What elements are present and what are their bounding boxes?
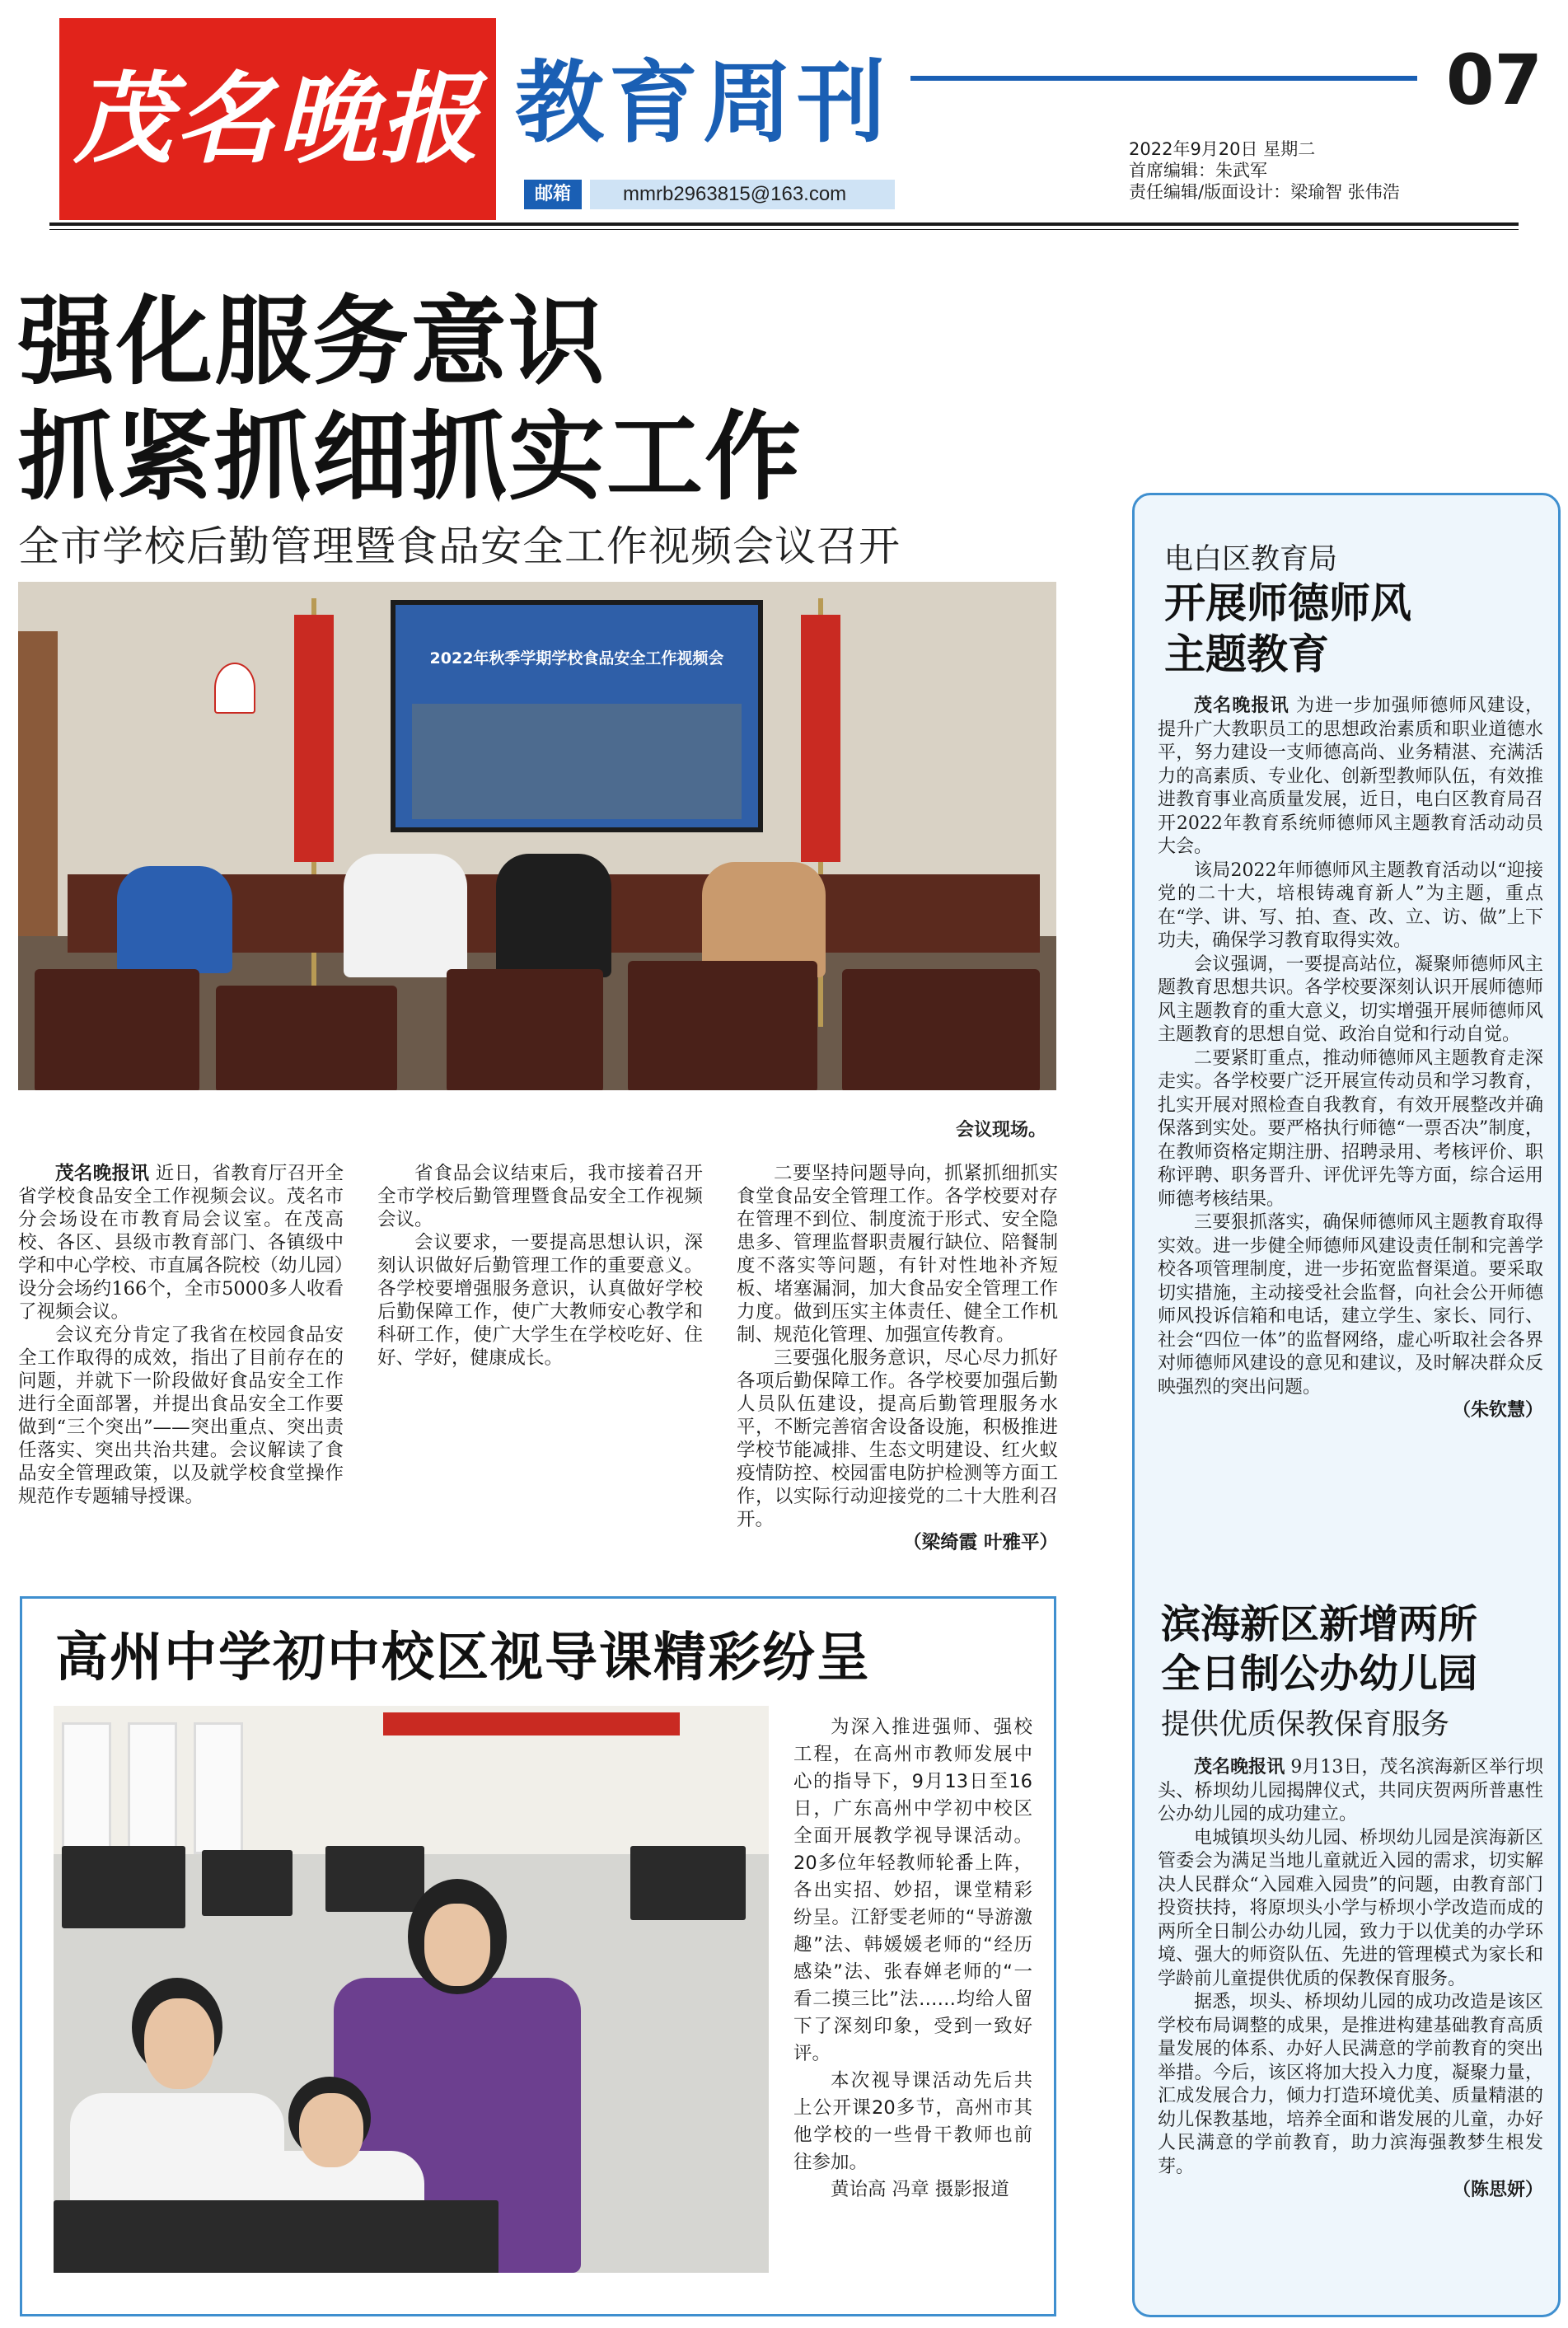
- chair: [447, 969, 603, 1090]
- photo-caption: 会议现场。: [956, 1120, 1047, 1141]
- sidebar-box: [1132, 493, 1561, 2317]
- chair: [628, 961, 817, 1090]
- classroom-photo: [54, 1706, 769, 2273]
- article-paragraph: 二要紧盯重点，推动师德师风主题教育走深走实。各学校要广泛开展宣传动员和学习教育，扎实开展对照检查自我教育，有效开展整改并确保落到实处。要严格执行师德“一票否决”制度，在教师资格定期注册、招聘录用、考核评价、职称评聘、职务晋升、评优评先等方面，综合运用师德考核结果。: [1158, 1047, 1543, 1210]
- edition-meta: [1129, 138, 1400, 203]
- logo-text: 茂名晚报: [73, 61, 482, 177]
- issue-date: 2022年9月20日 星期二: [1129, 139, 1316, 159]
- dateline: 茂名晚报讯: [1194, 696, 1290, 716]
- attendee: [702, 862, 826, 977]
- section-title: 教育周刊: [515, 52, 892, 155]
- photo-credit: 黄诒高 冯章 摄影报道: [831, 2179, 1009, 2200]
- screen-title: 2022年秋季学期学校食品安全工作视频会: [429, 649, 724, 667]
- gaozhou-story-box: [20, 1596, 1056, 2316]
- email-address[interactable]: mmrb2963815@163.com: [590, 180, 895, 209]
- no-smoking-sign-icon: [214, 663, 255, 714]
- mail-label: 邮箱: [524, 180, 582, 209]
- article-paragraph: 本次视导课活动先后共上公开课20多节，高州市其他学校的一些骨干教师也前往参加。: [793, 2070, 1032, 2173]
- gaozhou-text: [793, 1714, 1032, 2204]
- dateline: 茂名晚报讯: [55, 1163, 150, 1184]
- byline: （陈思妍）: [1452, 2180, 1543, 2200]
- dateline: 茂名晚报讯: [1194, 1757, 1285, 1778]
- article-paragraph: 省食品会议结束后，我市接着召开全市学校后勤管理暨食品安全工作视频会议。: [377, 1163, 703, 1230]
- article-paragraph: 会议强调，一要提高站位，凝聚师德师风主题教育思想共识。各学校要深刻认识开展师德师风主题教育的重大意义，切实增强开展师德师风主题教育的思想自觉、政治自觉和行动自觉。: [1158, 953, 1543, 1045]
- computer-monitor: [202, 1850, 293, 1916]
- window: [128, 1722, 177, 1854]
- main-column-1: [18, 1162, 344, 1508]
- article-paragraph: 会议充分肯定了我省在校园食品安全工作取得的成效，指出了目前存在的问题，并就下一阶段做好食品安全工作进行全面部署，并提出食品安全工作要做到“三个突出”——突出重点、突出责任落实、突出共治共建。会议解读了食品安全管理政策，以及就学校食堂操作规范作专题辅导授课。: [18, 1324, 344, 1507]
- article-paragraph: 为深入推进强师、强校工程，在高州市教师发展中心的指导下，9月13日至16日，广东高州中学初中校区全面开展教学视导课活动。20多位年轻教师轮番上阵，各出实招、妙招，课堂精彩纷呈。江舒雯老师的“导游激趣”法、韩媛媛老师的“经历感染”法、张春婵老师的“一看二摸三比”法……均给人留下了深刻印象，受到一致好评。: [793, 1717, 1032, 2064]
- article-paragraph: 该局2022年师德师风主题教育活动以“迎接党的二十大，培根铸魂育新人”为主题，重点在“学、讲、写、拍、查、改、立、访、做”上下功夫，确保学习教育取得实效。: [1158, 860, 1543, 951]
- computer-monitor: [630, 1846, 746, 1920]
- main-column-2: [377, 1162, 703, 1370]
- flag-right: [801, 615, 840, 862]
- flag-left: [294, 615, 334, 862]
- chair: [216, 986, 397, 1090]
- newspaper-logo: [59, 18, 496, 220]
- page-number: 07: [1446, 40, 1542, 120]
- masthead-divider-thin: [49, 229, 1519, 230]
- sidebar-story-1-body: [1158, 695, 1543, 1423]
- sidebar-headline-1: 开展师德师风 主题教育: [1164, 579, 1411, 678]
- attendee: [117, 866, 232, 973]
- article-paragraph: 二要坚持问题导向，抓紧抓细抓实食堂食品安全管理工作。各学校要对存在管理不到位、制度流于形式、安全隐患多、管理监督职责履行缺位、陪餐制度不落实等问题，有针对性地补齐短板、堵塞漏洞，加大食品安全管理工作力度。做到压实主体责任、健全工作机制、规范化管理、加强宣传教育。: [737, 1163, 1058, 1346]
- chief-editor: 首席编辑：朱武军: [1129, 161, 1267, 180]
- chair: [842, 969, 1040, 1090]
- main-headline-line2: 抓紧抓细抓实工作: [18, 400, 803, 513]
- article-paragraph: 电城镇坝头幼儿园、桥坝幼儿园是滨海新区管委会为满足当地儿童就近入园的需求，切实解决人民群众“入园难入园贵”的问题，由教育部门投资扶持，将原坝头小学与桥坝小学改造而成的两所全日制公办幼儿园，致力于以优美的办学环境、强大的师资队伍、先进的管理模式为家长和学龄前儿童提供优质的保教保育服务。: [1158, 1827, 1543, 1989]
- editors-credit: 责任编辑/版面设计：梁瑜智 张伟浩: [1129, 182, 1400, 202]
- sidebar-headline-2: 滨海新区新增两所 全日制公办幼儿园: [1161, 1601, 1478, 1697]
- article-paragraph: 茂名晚报讯 9月13日，茂名滨海新区举行坝头、桥坝幼儿园揭牌仪式，共同庆贺两所普惠性公办幼儿园的成功建立。: [1158, 1757, 1543, 1824]
- computer-monitor: [325, 1846, 424, 1912]
- photo-door: [18, 631, 58, 936]
- meeting-photo: [18, 582, 1056, 1090]
- gaozhou-headline: 高州中学初中校区视导课精彩纷呈: [55, 1628, 871, 1689]
- article-paragraph: 茂名晚报讯 为进一步加强师德师风建设，提升广大教职员工的思想政治素质和职业道德水平，努力建设一支师德高尚、业务精湛、充满活力的高素质、专业化、创新型教师队伍，有效推进教育事业高质量发展，近日，电白区教育局召开2022年教育系统师德师风主题教育活动动员大会。: [1158, 696, 1543, 857]
- chair: [35, 969, 199, 1090]
- sidebar-story-2-body: [1158, 1756, 1543, 2203]
- article-paragraph: 据悉，坝头、桥坝幼儿园的成功改造是该区学校布局调整的成果，是推进构建基础教育高质量发展的体系、办好人民满意的学前教育的突出举措。今后，该区将加大投入力度，凝聚力量，汇成发展合力，倾力打造环境优美、质量精湛的幼儿保教基地，培养全面和谐发展的儿童，办好人民满意的学前教育，助力滨海强教梦生根发芽。: [1158, 1992, 1543, 2177]
- window: [194, 1722, 243, 1854]
- computer-monitor: [54, 2200, 498, 2273]
- classroom-banner: [383, 1712, 680, 1735]
- article-paragraph: 三要狠抓落实，确保师德师风主题教育取得实效。进一步健全师德师风建设责任制和完善学校各项管理制度，进一步拓宽监督渠道。要采取切实措施，主动接受社会监督，向社会公开师德师风投诉信箱和电话，建立学生、家长、同行、社会“四位一体”的监督网络，虚心听取社会各界对师德师风建设的意见和建议，及时解决群众反映强烈的突出问题。: [1158, 1212, 1543, 1398]
- byline: （梁绮霞 叶雅平）: [903, 1532, 1058, 1553]
- masthead-divider: [49, 222, 1519, 226]
- main-headline-line1: 强化服务意识: [18, 285, 607, 398]
- computer-monitor: [62, 1846, 185, 1928]
- article-paragraph: 三要强化服务意识，尽心尽力抓好各项后勤保障工作。各学校要加强后勤人员队伍建设，提高后勤管理服务水平，不断完善宿舍设备设施，积极推进学校节能减排、生态文明建设、红火蚁疫情防控、校园雷电防护检测等方面工作，以实际行动迎接党的二十大胜利召开。: [737, 1347, 1058, 1530]
- header-rule: [910, 76, 1417, 81]
- teacher-face: [424, 1904, 490, 1986]
- main-headline: [18, 284, 803, 515]
- main-subhead: 全市学校后勤管理暨食品安全工作视频会议召开: [18, 522, 901, 570]
- student-face: [299, 2093, 363, 2167]
- byline: （朱钦慧）: [1452, 1400, 1543, 1421]
- window: [62, 1722, 111, 1854]
- sidebar-subhead-2: 提供优质保教保育服务: [1161, 1708, 1450, 1741]
- attendee: [344, 854, 467, 977]
- attendee: [496, 854, 611, 977]
- projection-screen: [391, 600, 763, 832]
- article-paragraph: 茂名晚报讯 近日，省教育厅召开全省学校食品安全工作视频会议。茂名市分会场设在市教育局会议室。在茂高校、各区、县级市教育部门、各镇级中学和中心学校、市直属各院校（幼儿园）设分会场约166个，全市5000多人收看了视频会议。: [18, 1163, 344, 1323]
- main-column-3: [737, 1162, 1058, 1554]
- article-paragraph: 会议要求，一要提高思想认识，深刻认识做好后勤管理工作的重要意义。各学校要增强服务意识，认真做好学校后勤保障工作，使广大教师安心教学和科研工作，使广大学生在学校吃好、住好、学好，健康成长。: [377, 1232, 703, 1369]
- student-face: [144, 1998, 214, 2089]
- sidebar-kicker: 电白区教育局: [1164, 543, 1338, 576]
- screen-video: [412, 704, 742, 819]
